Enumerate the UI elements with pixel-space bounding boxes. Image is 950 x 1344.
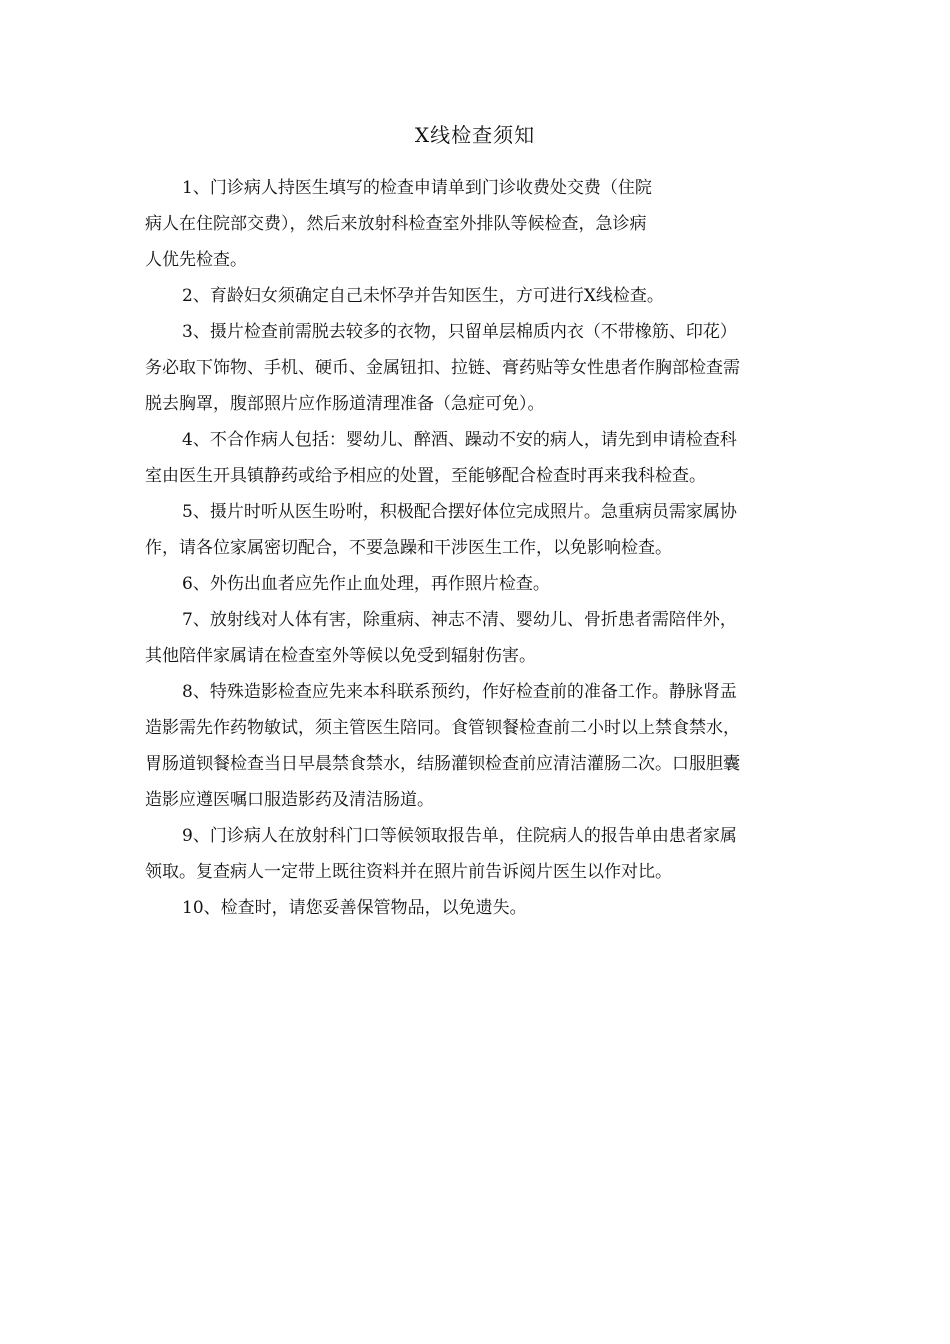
document-body: [145, 170, 810, 926]
paragraph-5: [145, 494, 810, 566]
paragraph-line: 2、育龄妇女须确定自己未怀孕并告知医生，方可进行X线检查。: [182, 286, 664, 306]
paragraph-9: [145, 818, 810, 890]
paragraph-line: 作，请各位家属密切配合，不要急躁和干涉医生工作，以免影响检查。: [145, 538, 672, 558]
paragraph-line: 人优先检查。: [145, 250, 247, 270]
paragraph-4: [145, 422, 810, 494]
paragraph-line: 10、检查时，请您妥善保管物品，以免遗失。: [182, 898, 527, 918]
paragraph-line: 造影需先作药物敏试，须主管医生陪同。食管钡餐检查前二小时以上禁食禁水，: [145, 718, 740, 738]
paragraph-line: 领取。复查病人一定带上既往资料并在照片前告诉阅片医生以作对比。: [145, 862, 672, 882]
paragraph-8: [145, 674, 810, 818]
paragraph-line: 4、不合作病人包括：婴幼儿、醉酒、躁动不安的病人，请先到申请检查科: [182, 430, 737, 450]
paragraph-line: 病人在住院部交费），然后来放射科检查室外排队等候检查，急诊病: [145, 214, 647, 234]
paragraph-line: 务必取下饰物、手机、硬币、金属钮扣、拉链、膏药贴等女性患者作胸部检查需: [145, 358, 740, 378]
paragraph-line: 脱去胸罩，腹部照片应作肠道清理准备（急症可免）。: [145, 394, 545, 414]
paragraph-line: 胃肠道钡餐检查当日早晨禁食禁水，结肠灌钡检查前应清洁灌肠二次。口服胆囊: [145, 754, 740, 774]
paragraph-line: 1、门诊病人持医生填写的检查申请单到门诊收费处交费（住院: [182, 178, 652, 198]
paragraph-6: [145, 566, 810, 602]
paragraph-line: 7、放射线对人体有害，除重病、神志不清、婴幼儿、骨折患者需陪伴外，: [182, 610, 737, 630]
paragraph-line: 5、摄片时听从医生吩咐，积极配合摆好体位完成照片。急重病员需家属协: [182, 502, 737, 522]
paragraph-line: 6、外伤出血者应先作止血处理，再作照片检查。: [182, 574, 550, 594]
paragraph-1: [145, 170, 810, 278]
paragraph-line: 3、摄片检查前需脱去较多的衣物，只留单层棉质内衣（不带橡筋、印花）: [182, 322, 737, 342]
paragraph-line: 8、特殊造影检查应先来本科联系预约，作好检查前的准备工作。静脉肾盂: [182, 682, 737, 702]
paragraph-line: 其他陪伴家属请在检查室外等候以免受到辐射伤害。: [145, 646, 536, 666]
document-title: X线检查须知: [414, 123, 536, 147]
paragraph-2: [145, 278, 810, 314]
paragraph-line: 9、门诊病人在放射科门口等候领取报告单，住院病人的报告单由患者家属: [182, 826, 737, 846]
paragraph-3: [145, 314, 810, 422]
paragraph-line: 室由医生开具镇静药或给予相应的处置，至能够配合检查时再来我科检查。: [145, 466, 706, 486]
paragraph-10: [145, 890, 810, 926]
paragraph-7: [145, 602, 810, 674]
paragraph-line: 造影应遵医嘱口服造影药及清洁肠道。: [145, 790, 434, 810]
